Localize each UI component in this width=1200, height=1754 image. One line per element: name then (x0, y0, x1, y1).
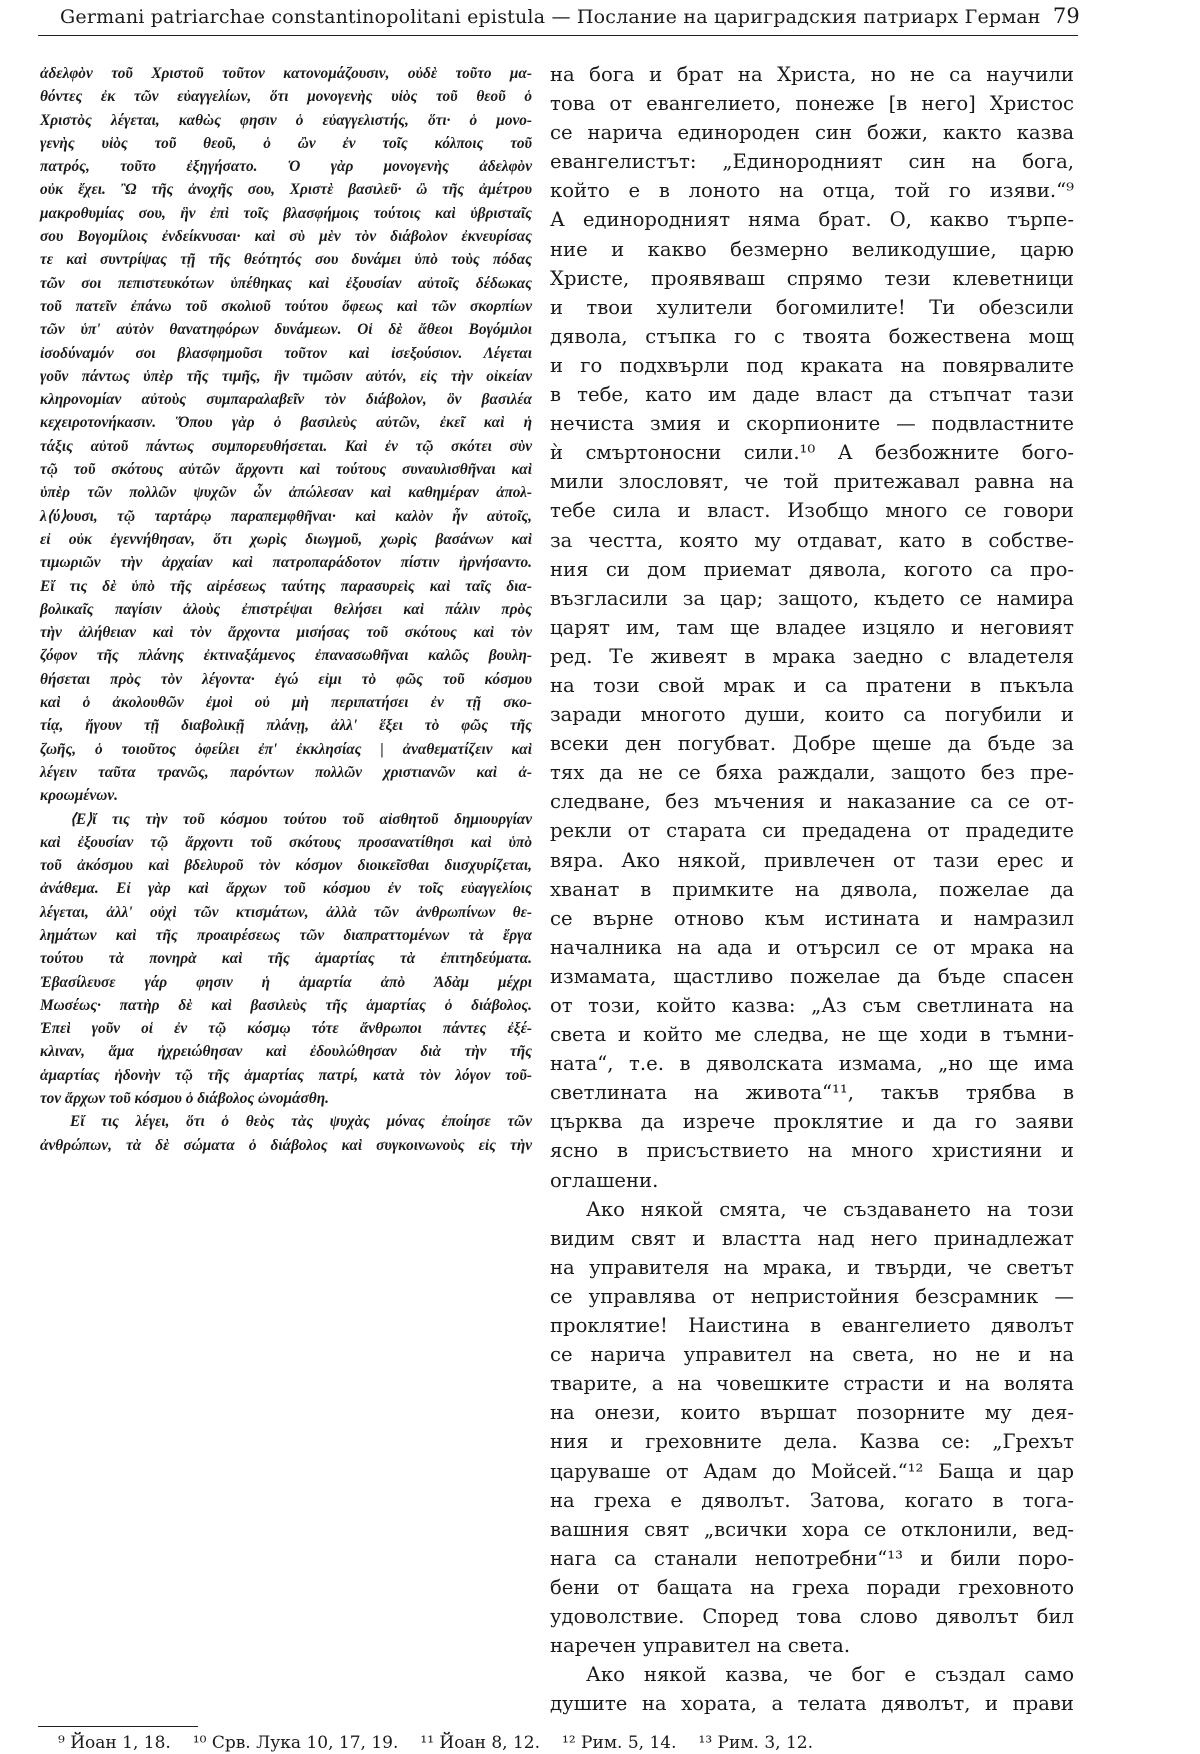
text-line: ἀδελφὸν τοῦ Χριστοῦ τοῦτον κατονομάζουσιν, οὐδὲ τοῦτο μα- (40, 65, 532, 82)
text-line: μακροθυμίας σου, ἣν ἐπὶ τοῖς βλασφήμοις τούτοις καὶ ὑβρισταῖς (40, 204, 532, 222)
text-line: τάξις αὐτοῦ πάντως συμπορευθήσεται. Καὶ ἐν τῷ σκότει σὺν (40, 437, 532, 455)
text-line: евангелистът: „Единородният син на бога, (550, 150, 1074, 174)
text-line: καὶ ἐξουσίαν τῷ ἄρχοντι τοῦ σκότους προσανατίθησι καὶ ὑπὸ (40, 833, 532, 851)
text-line: света и който ме следва, не ще ходи в тъмни- (550, 1023, 1074, 1047)
footnote: ¹² Рим. 5, 14. (562, 1733, 677, 1753)
text-line: Εἴ τις λέγει, ὅτι ὁ θεὸς τὰς ψυχὰς μόνας ἐποίησε τῶν (70, 1113, 532, 1131)
bulgarian-translation-column (550, 60, 1074, 1718)
text-line: в тебе, като им даде власт да стъпчат тази (550, 383, 1074, 407)
text-line: нага са станали непотребни“¹³ и били поро- (550, 1546, 1074, 1570)
footnote-rule (38, 1726, 198, 1727)
text-line: τε καὶ συντρίψας τῇ τῆς θεότητός σου δυνάμει ὑπὸ τοὺς πόδας (40, 251, 532, 269)
text-line: κεχειροτονήκασιν. Ὅπου γὰρ ὁ βασιλεὺς αὐτῶν, ἐκεῖ καὶ ἡ (40, 414, 532, 432)
text-line: τὴν ἀλήθειαν καὶ τὸν ἄρχοντα μισήσας τοῦ σκότους καὶ τὸν (40, 624, 532, 642)
text-line: ната“, т.е. в дяволската измама, „но ще има (550, 1052, 1074, 1076)
text-line: вяра. Ако някой, привлечен от тази ерес и (550, 848, 1074, 872)
text-line: възгласили за цар; защото, където се намира (550, 586, 1074, 610)
text-line: ния си дом приемат дявола, когото са про- (550, 557, 1074, 581)
text-line: царуваше от Адам до Мойсей.“¹² Баща и цар (550, 1459, 1074, 1483)
text-line: на управителя на мрака, и твърди, че светът (550, 1255, 1074, 1279)
text-line: γοῦν πάντως ὑπὲρ τῆς τιμῆς, ἣν τιμῶσιν αὐτόν, εἰς τὴν οἰκείαν (40, 367, 532, 385)
text-line: мили злословят, че той притежавал равна на (550, 470, 1074, 494)
text-line: ние и какво безмерно великодушие, царю (550, 237, 1074, 261)
text-line: тебе сила и власт. Изобщо много се говори (550, 499, 1074, 523)
text-line: рекли от старата си предадена от прадедите (550, 819, 1074, 843)
text-line: нечиста змия и скорпионите — подвластните (550, 412, 1074, 436)
text-line: ἀνάθεμα. Εἰ γὰρ καὶ ἄρχων τοῦ κόσμου ἐν τοῖς εὐαγγελίοις (40, 880, 532, 898)
text-line: и твои хулители богомилите! Ти обезсили (550, 295, 1074, 319)
footnotes (58, 1733, 835, 1753)
text-line: τῷ τοῦ σκότους αὐτῶν ἄρχοντι καὶ τούτους συναυλισθῆναι καὶ (40, 461, 532, 479)
running-title: Germani patriarchae constantinopolitani epistula — Послание на цариградския патриарх Герман (60, 6, 1041, 28)
text-line: на бога и брат на Христа, но не са научили (550, 63, 1074, 86)
text-line: καὶ ὁ ἀκολουθῶν ἐμοὶ οὐ μὴ περιπατήσει ἐν τῇ σκο- (40, 694, 532, 712)
text-line: τοῦ ἀκόσμου καὶ βδελυροῦ τὸν κόσμον διοικεῖσθαι διισχυρίζεται, (40, 857, 532, 875)
running-header (60, 4, 1080, 34)
text-line: οὐκ ἔχει. Ὢ τῆς ἀνοχῆς σου, Χριστὲ βασιλεῦ· ὢ τῆς ἀμέτρου (40, 181, 532, 199)
text-line: тях да не се бяха раждали, защото без пре- (550, 761, 1074, 785)
text-line: ὑπὲρ τῶν πολλῶν ψυχῶν ὧν ἀπώλεσαν καὶ καθημέραν ἀπολ- (40, 484, 532, 502)
text-line: τίᾳ, ἤγουν τῇ διαβολικῇ πλάνῃ, ἀλλ' ἕξει τὸ φῶς τῆς (40, 717, 532, 735)
text-line: λημάτων καὶ τῆς προαιρέσεως τῶν διαπραττομένων τὰ ἔργα (40, 926, 532, 944)
text-line: на греха е дяволът. Затова, когато в тога- (550, 1488, 1074, 1512)
text-line: проклятие! Наистина в евангелието дяволът (550, 1314, 1074, 1338)
text-line: Ако някой смята, че създаването на този (586, 1197, 1074, 1221)
text-line: ясно в присъствието на много християни и (550, 1139, 1074, 1163)
text-line: следване, без мъчения и наказание са се от- (550, 790, 1074, 814)
text-line: за честта, която му отдават, като в собстве- (550, 528, 1074, 552)
text-line: ⟨Ε⟩ἴ τις τὴν τοῦ κόσμου τούτου τοῦ αἰσθητοῦ δημιουργίαν (70, 810, 532, 828)
text-line: всеки ден погубват. Добре щеше да бъде за (550, 732, 1074, 756)
text-line: κροωμένων. (40, 787, 118, 805)
footnote: ¹⁰ Срв. Лука 10, 17, 19. (192, 1733, 399, 1753)
text-line: удоволствие. Според това слово дяволът бил (550, 1604, 1074, 1628)
text-line: А единородният няма брат. О, какво търпе- (550, 208, 1074, 232)
text-line: Χριστὸς λέγεται, καθὼς φησιν ὁ εὐαγγελιστής, ὅτι· ὁ μονο- (40, 111, 532, 129)
text-line: ἀνθρώπων, τὰ δὲ σώματα ὁ διάβολος καὶ συγκοινωνοὺς εἰς τὴν (40, 1136, 532, 1154)
text-line: и го подхвърли под краката на повярвалите (550, 353, 1074, 377)
text-line: ния и греховните дела. Казва се: „Грехът (550, 1430, 1074, 1454)
text-line: оглашени. (550, 1168, 659, 1192)
text-line: това от евангелието, понеже [в него] Христос (550, 92, 1074, 116)
text-line: τιμωριῶν τὴν ἀρχαίαν καὶ πατροπαράδοτον πίστιν ἠρνήσαντο. (40, 554, 532, 572)
page-number: 79 (1052, 4, 1080, 28)
text-line: λέγεται, ἀλλ' οὐχὶ τῶν κτισμάτων, ἀλλὰ τῶν ἀνθρωπίνων θε- (40, 903, 532, 921)
text-line: Μωσέως· πατὴρ δὲ καὶ βασιλεὺς τῆς ἁμαρτίας ὁ διάβολος. (40, 996, 532, 1014)
text-line: светлината на живота“¹¹, такъв трябва в (550, 1081, 1074, 1105)
text-line: ἁμαρτίας ἡδονὴν τῷ τῆς ἁμαρτίας πατρί, κατὰ τὸν λόγον τοῦ- (40, 1066, 532, 1084)
text-line: τῶν ὑπ' αὐτὸν θανατηφόρων δυνάμεων. Οἱ δὲ ἄθεοι Βογόμιλοι (40, 321, 532, 339)
text-line: ред. Те живеят в мрака заедно с владетеля (550, 644, 1074, 668)
text-line: κλιναν, ἅμα ἠχρειώθησαν καὶ ἐδουλώθησαν διὰ τὴν τῆς (40, 1043, 532, 1061)
text-line: ѝ смъртоносни сили.¹⁰ А безбожните бого- (550, 441, 1074, 465)
text-line: ἰσοδύναμόν σοι βλασφημοῦσι τοῦτον καὶ ἰσεξούσιον. Λέγεται (40, 344, 532, 362)
text-line: заради многото души, които са погубили и (550, 703, 1074, 727)
text-line: душите на хората, а телата дяволът, и прави (550, 1692, 1074, 1716)
text-line: измамата, щастливо пожелае да бъде спасен (550, 964, 1074, 988)
text-line: се нарича управител на света, но не и на (550, 1343, 1074, 1367)
text-line: от този, който казва: „Аз съм светлината на (550, 994, 1074, 1017)
text-line: τῶν σοι πεπιστευκότων ὑπέθηκας καὶ ἐξουσίαν αὐτοῖς δέδωκας (40, 274, 532, 292)
text-line: Ἐπεὶ γοῦν οἱ ἐν τῷ κόσμῳ τότε ἄνθρωποι πάντες ἐξέ- (40, 1020, 532, 1038)
text-line: ζόφον τῆς πλάνης ἐκτιναξάμενος ἐπανασωθῆναι καλῶς βουλη- (40, 647, 532, 665)
text-line: Ако някой казва, че бог е създал само (586, 1663, 1074, 1687)
text-line: вашния свят „всички хора се отклонили, вед- (550, 1517, 1074, 1541)
footnote: ¹¹ Йоан 8, 12. (420, 1733, 541, 1753)
text-line: тварите, а на човешките страсти и на волята (550, 1372, 1074, 1396)
text-line: църква да изрече проклятие и да го заяви (550, 1110, 1074, 1134)
text-line: πατρός, τοῦτο ἐξηγήσατο. Ὁ γὰρ μονογενὴς ἀδελφὸν (40, 158, 532, 176)
text-line: Христе, проявяваш спрямо тези клеветници (550, 266, 1074, 290)
text-line: Εἴ τις δὲ ὑπὸ τῆς αἱρέσεως ταύτης παρασυρεὶς καὶ ταῖς δια- (40, 577, 532, 595)
text-line: σου Βογομίλοις ἐνδείκνυσαι· καὶ σὺ μὲν τὸν διάβολον ἐκνευρίσας (40, 228, 532, 246)
footnote: ¹³ Рим. 3, 12. (698, 1733, 814, 1753)
text-line: λέγειν ταῦτα τρανῶς, παρόντων πολλῶν χριστιανῶν καὶ ἀ- (40, 763, 532, 781)
text-line: на този свой мрак и са пратени в пъкъла (550, 673, 1074, 697)
text-line: царят им, там ще владее изцяло и неговият (550, 615, 1074, 639)
text-line: τοῦ πατεῖν ἐπάνω τοῦ σκολιοῦ τούτου ὄφεως καὶ τῶν σκορπίων (40, 297, 532, 315)
text-line: γενὴς υἱὸς τοῦ θεοῦ, ὁ ὢν ἐν τοῖς κόλποις τοῦ (40, 134, 532, 152)
text-line: εἰ οὐκ ἐγεννήθησαν, ὅτι χωρὶς διωγμοῦ, χωρὶς βασάνων καὶ (40, 530, 532, 548)
text-line: βολικαῖς παγίσιν ἁλοὺς ἐπιστρέψαι θελήσει καὶ πάλιν πρὸς (40, 600, 532, 618)
text-line: наречен управител на света. (550, 1634, 851, 1658)
text-line: началника на ада и отърсил се от мрака на (550, 935, 1074, 959)
text-line: λ⟨ύ⟩ουσι, τῷ ταρτάρῳ παραπεμφθῆναι· καὶ καλὸν ἦν αὐτοῖς, (40, 507, 532, 525)
text-line: видим свят и властта над него принадлежат (550, 1226, 1074, 1250)
text-line: θήσεται πρὸς τὸν λέγοντα· ἐγώ εἰμι τὸ φῶς τοῦ κόσμου (40, 670, 532, 688)
text-line: на онези, които вършат позорните му дея- (550, 1401, 1074, 1425)
text-line: който е в лоното на отца, той го изяви.“⁹ (550, 179, 1074, 203)
text-line: се нарича единороден син божи, както казва (550, 121, 1074, 145)
footnote: ⁹ Йоан 1, 18. (58, 1733, 171, 1753)
text-line: Ἐβασίλευσε γάρ φησιν ἡ ἁμαρτία ἀπὸ Ἀδὰμ μέχρι (40, 973, 532, 991)
text-line: ζωῆς, ὁ τοιοῦτος ὀφείλει ἐπ' ἐκκλησίας | ἀναθεματίζειν καὶ (40, 740, 532, 758)
text-line: τούτου τὰ πονηρὰ καὶ τῆς ἁμαρτίας τὰ ἐπιτηδεύματα. (40, 950, 532, 968)
text-line: θόντες ἐκ τῶν εὐαγγελίων, ὅτι μονογενὴς υἱὸς τοῦ θεοῦ ὁ (40, 88, 532, 106)
text-line: се върне отново към истината и намразил (550, 906, 1074, 930)
header-rule (38, 35, 1078, 36)
text-line: дявола, стъпка го с твоята божествена мощ (550, 324, 1074, 348)
text-line: κληρονομίαν αὐτοὺς συμπαραλαβεῖν τὸν διάβολον, ὃν βασιλέα (40, 391, 532, 409)
text-line: хванат в примките на дявола, пожелае да (550, 877, 1074, 901)
text-line: се управлява от непристойния безсрамник — (550, 1284, 1074, 1308)
greek-text-column (40, 62, 532, 1157)
text-line: бени от бащата на греха поради греховното (550, 1575, 1074, 1599)
text-line: τον ἄρχων τοῦ κόσμου ὁ διάβολος ὠνομάσθη. (40, 1090, 329, 1108)
